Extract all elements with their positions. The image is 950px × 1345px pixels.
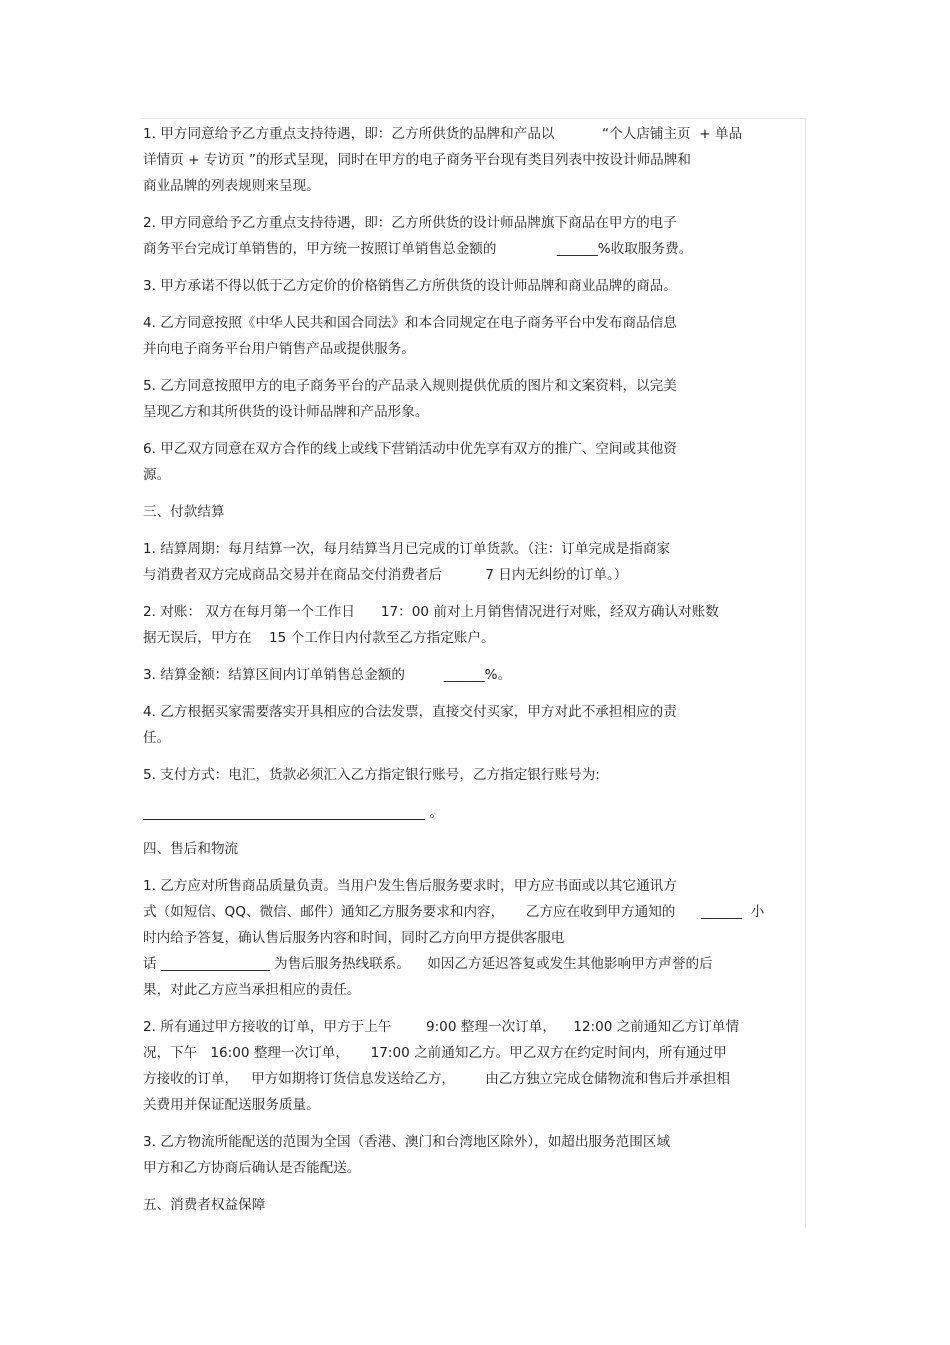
text-line: 话 ________________ 为售后服务热线联系。 如因乙方延迟答复或发生其他影响甲方声誉的后 — [143, 956, 713, 972]
text-line: 时内给予答复，确认售后服务内容和时间，同时乙方向甲方提供客服电 — [143, 930, 565, 946]
text-line: 。 — [429, 805, 443, 821]
section-heading-consumer-rights: 五、消费者权益保障 — [143, 1197, 266, 1213]
text-line: 1. 结算周期：每月结算一次，每月结算当月已完成的订单货款。（注：订单完成是指商家 — [143, 541, 671, 557]
text-line: 详情页 + 专访页 ”的形式呈现，同时在甲方的电子商务平台现有类目列表中按设计师品牌和 — [143, 152, 691, 168]
text-line: 式（如短信、QQ、微信、邮件）通知乙方服务要求和内容， 乙方应在收到甲方通知的 ______ 小 — [143, 904, 765, 920]
text-line: 2. 对账： 双方在每月第一个工作日 17：00 前对上月销售情况进行对账，经双方确认对账数 — [143, 604, 719, 620]
payment-clause-2 — [143, 599, 813, 651]
section-heading-payment: 三、付款结算 — [143, 504, 225, 520]
text-line: 1. 乙方应对所售商品质量负责。当用户发生售后服务要求时，甲方应书面或以其它通讯方 — [143, 878, 677, 894]
text-line: 况，下午 16:00 整理一次订单， 17:00 之前通知乙方。甲乙双方在约定时间内，所有通过甲 — [143, 1045, 727, 1061]
payment-clause-3 — [143, 662, 813, 688]
text-line: 3. 乙方物流所能配送的范围为全国（香港、澳门和台湾地区除外），如超出服务范围区域 — [143, 1134, 671, 1150]
payment-clause-1 — [143, 536, 813, 588]
text-line: 4. 乙方同意按照《中华人民共和国合同法》和本合同规定在电子商务平台中发布商品信息 — [143, 315, 677, 331]
document-body — [143, 121, 813, 1218]
blank-account-number — [143, 803, 425, 820]
clause-3 — [143, 273, 813, 299]
aftersales-clause-1 — [143, 873, 813, 1003]
text-line: 据无误后，甲方在 15 个工作日内付款至乙方指定账户。 — [143, 630, 495, 646]
text-line: 关费用并保证配送服务质量。 — [143, 1097, 320, 1113]
clause-5 — [143, 373, 813, 425]
payment-clause-4 — [143, 699, 813, 751]
aftersales-clause-2 — [143, 1014, 813, 1118]
text-line: 果，对此乙方应当承担相应的责任。 — [143, 982, 361, 998]
text-line: 呈现乙方和其所供货的设计师品牌和产品形象。 — [143, 404, 429, 420]
text-line: 商务平台完成订单销售的，甲方统一按照订单销售总金额的 ______%收取服务费。 — [143, 241, 693, 257]
clause-1 — [143, 121, 813, 199]
text-line: 2. 甲方同意给予乙方重点支持待遇，即：乙方所供货的设计师品牌旗下商品在甲方的电子 — [143, 215, 677, 231]
text-line: 3. 甲方承诺不得以低于乙方定价的价格销售乙方所供货的设计师品牌和商业品牌的商品。 — [143, 278, 677, 294]
clause-6 — [143, 436, 813, 488]
text-line: 3. 结算金额：结算区间内订单销售总金额的 ______%。 — [143, 667, 512, 683]
account-line — [143, 788, 813, 825]
text-line: 任。 — [143, 730, 171, 746]
text-line: 方接收的订单， 甲方如期将订货信息发送给乙方， 由乙方独立完成仓储物流和售后并承担相 — [143, 1071, 730, 1087]
clause-4 — [143, 310, 813, 362]
text-line: 并向电子商务平台用户销售产品或提供服务。 — [143, 341, 415, 357]
text-line: 与消费者双方完成商品交易并在商品交付消费者后 7 日内无纠纷的订单。） — [143, 567, 628, 583]
payment-clause-5 — [143, 762, 813, 825]
clause-2 — [143, 210, 813, 262]
text-line: 2. 所有通过甲方接收的订单，甲方于上午 9:00 整理一次订单， 12:00 之前通知乙方订单情 — [143, 1019, 740, 1035]
text-line: 源。 — [143, 467, 171, 483]
text-line: 5. 乙方同意按照甲方的电子商务平台的产品录入规则提供优质的图片和文案资料，以完美 — [143, 378, 677, 394]
text-line: 商业品牌的列表规则来呈现。 — [143, 178, 320, 194]
text-line: 1. 甲方同意给予乙方重点支持待遇，即：乙方所供货的品牌和产品以 “个人店铺主页 + 单品 — [143, 126, 743, 142]
aftersales-clause-3 — [143, 1129, 813, 1181]
text-line: 4. 乙方根据买家需要落实开具相应的合法发票，直接交付买家，甲方对此不承担相应的责 — [143, 704, 677, 720]
text-line: 5. 支付方式：电汇，货款必须汇入乙方指定银行账号，乙方指定银行账号为: — [143, 767, 600, 783]
section-heading-aftersales: 四、售后和物流 — [143, 841, 239, 857]
text-line: 6. 甲乙双方同意在双方合作的线上或线下营销活动中优先享有双方的推广、空间或其他资 — [143, 441, 677, 457]
text-line: 甲方和乙方协商后确认是否能配送。 — [143, 1160, 361, 1176]
